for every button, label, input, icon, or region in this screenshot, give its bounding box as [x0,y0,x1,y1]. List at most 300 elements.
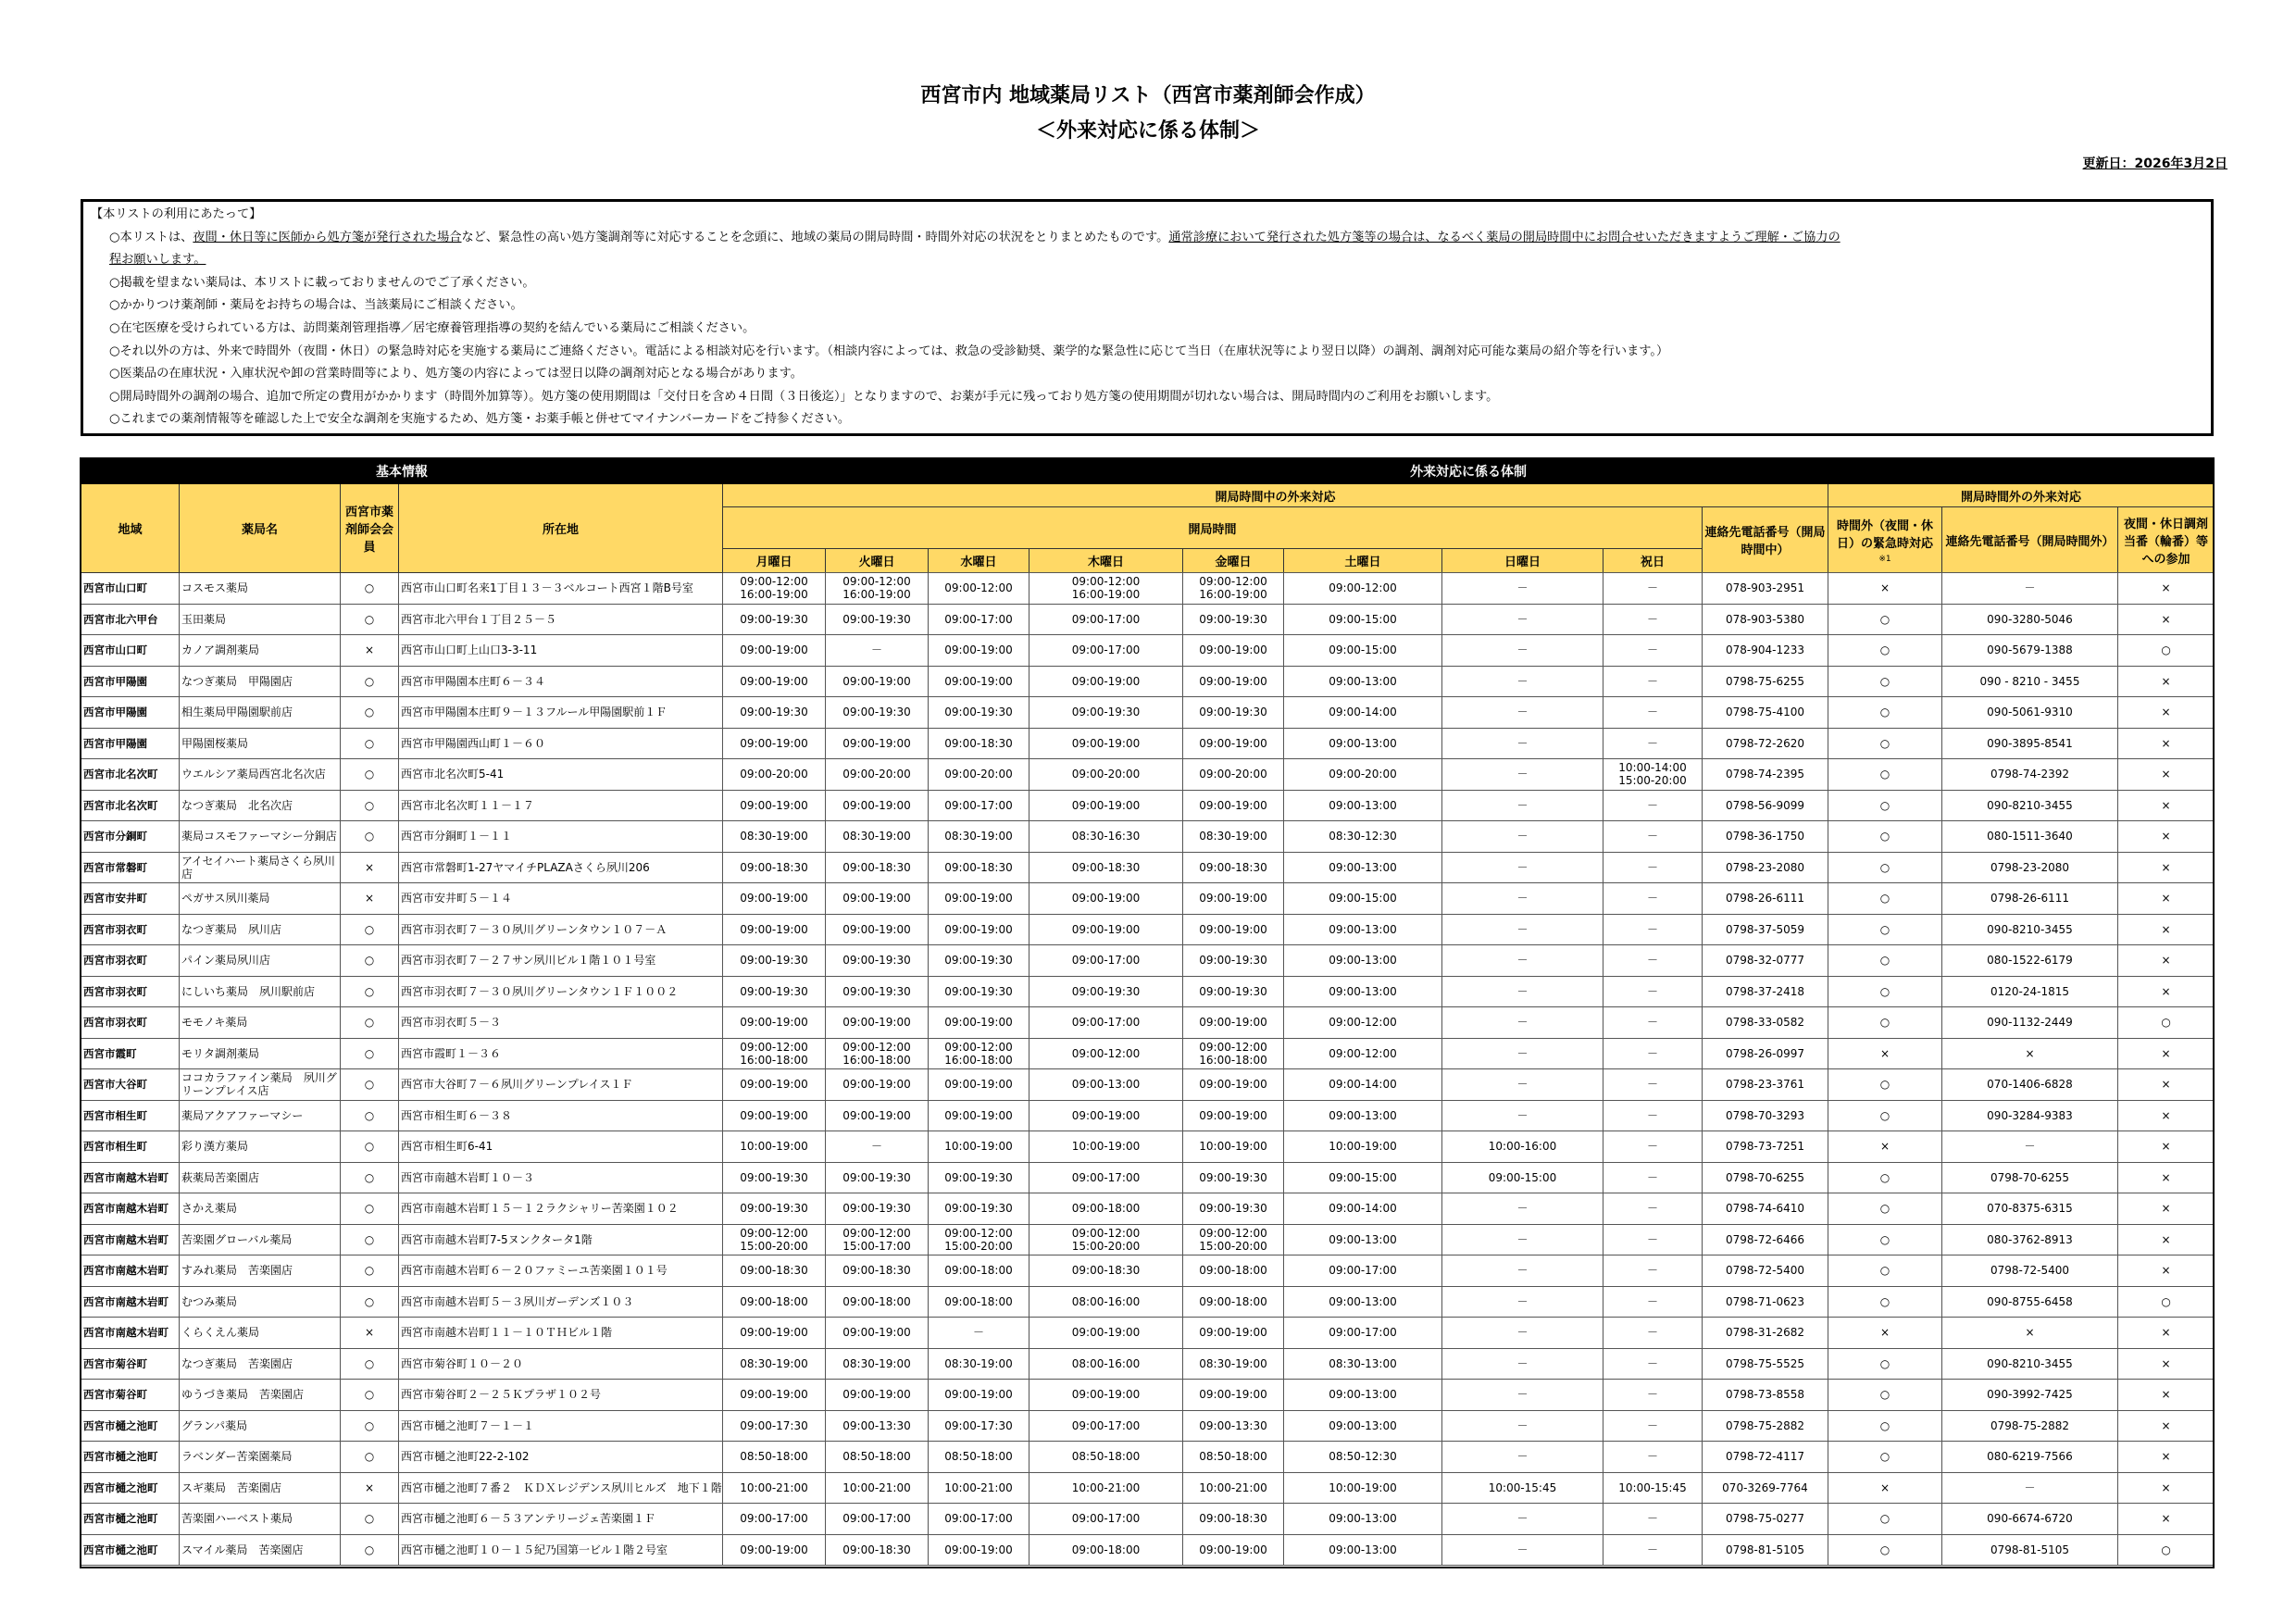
table-row [81,728,2215,759]
address-cell: 西宮市甲陽園西山町１－６０ [399,728,723,759]
holiday-hours: － [1603,1255,1703,1287]
mon-hours: 09:00-19:30 [723,976,826,1007]
notice-line-6: ○医薬品の在庫状況・入庫状況や卸の営業時間等により、処方箋の内容によっては翌日以降の調剤対応となる場合があります。 [109,367,803,381]
phone-in-cell: 0798-75-0277 [1703,1504,1828,1535]
fri-hours: 09:00-19:00 [1183,1534,1284,1566]
emergency-cell: ○ [1828,1380,1942,1411]
notice-line-1-cont [91,249,2203,272]
emergency-cell: ○ [1828,976,1942,1007]
table-row [81,1318,2215,1349]
phone-in-cell: 0798-75-5525 [1703,1348,1828,1380]
thu-hours: 09:00-19:00 [1029,883,1183,915]
col-emergency [1828,507,1942,573]
name-cell: 苦楽園グローバル薬局 [180,1224,341,1255]
emergency-cell: × [1828,1472,1942,1504]
notice-line-1 [91,227,2203,250]
phone-in-cell: 0798-37-2418 [1703,976,1828,1007]
sat-hours: 09:00-13:00 [1284,914,1442,945]
mon-hours: 10:00-19:00 [723,1131,826,1163]
area-cell: 西宮市北六甲台 [81,604,180,635]
usage-notice [81,199,2214,436]
sun-hours: － [1442,821,1603,853]
thu-hours: 10:00-19:00 [1029,1131,1183,1163]
member-cell: ○ [341,1286,399,1318]
phone-in-cell: 0798-75-2882 [1703,1410,1828,1442]
phone-in-cell: 0798-81-5105 [1703,1534,1828,1566]
fri-hours: 09:00-19:30 [1183,976,1284,1007]
sun-hours: － [1442,1286,1603,1318]
col-member: 西宮市薬剤師会会員 [341,484,399,573]
tue-hours: － [826,635,929,667]
holiday-hours: － [1603,697,1703,729]
member-cell: ○ [341,976,399,1007]
thu-hours: 09:00-12:00 16:00-19:00 [1029,573,1183,605]
phone-in-cell: 0798-72-2620 [1703,728,1828,759]
tue-hours: 09:00-19:00 [826,1007,929,1039]
member-cell: ○ [341,1131,399,1163]
mon-hours: 08:30-19:00 [723,821,826,853]
member-cell: ○ [341,573,399,605]
holiday-hours: － [1603,945,1703,977]
wed-hours: 09:00-19:00 [929,666,1029,697]
phone-in-cell: 0798-75-4100 [1703,697,1828,729]
emergency-label: 時間外（夜間・休日）の緊急時対応 [1836,518,1933,551]
fri-hours: 09:00-19:30 [1183,1162,1284,1193]
emergency-cell: ○ [1828,852,1942,883]
emergency-cell: ○ [1828,1193,1942,1225]
thu-hours: 09:00-17:00 [1029,1007,1183,1039]
rotation-cell: ○ [2118,1286,2215,1318]
rotation-cell: × [2118,697,2215,729]
thu-hours: 09:00-17:00 [1029,1162,1183,1193]
tue-hours: 09:00-12:00 16:00-18:00 [826,1038,929,1069]
area-cell: 西宮市樋之池町 [81,1472,180,1504]
col-name: 薬局名 [180,484,341,573]
wed-hours: 09:00-19:00 [929,1534,1029,1566]
tue-hours: 09:00-19:30 [826,697,929,729]
sun-hours: 09:00-15:00 [1442,1162,1603,1193]
address-cell: 西宮市樋之池町１０－１５紀乃国第一ビル１階２号室 [399,1534,723,1566]
holiday-hours: － [1603,1038,1703,1069]
holiday-hours: － [1603,1534,1703,1566]
emergency-cell: ○ [1828,635,1942,667]
thu-hours: 08:50-18:00 [1029,1442,1183,1473]
thu-hours: 09:00-19:30 [1029,697,1183,729]
phone-in-cell: 0798-72-6466 [1703,1224,1828,1255]
holiday-hours: － [1603,790,1703,821]
emergency-cell: ○ [1828,1100,1942,1131]
member-cell: ○ [341,1380,399,1411]
address-cell: 西宮市菊谷町１０－２０ [399,1348,723,1380]
area-cell: 西宮市北名次町 [81,790,180,821]
sun-hours: － [1442,914,1603,945]
member-cell: ○ [341,759,399,791]
table-row [81,1255,2215,1287]
mon-hours: 09:00-12:00 15:00-20:00 [723,1224,826,1255]
area-cell: 西宮市樋之池町 [81,1504,180,1535]
emergency-cell: ○ [1828,790,1942,821]
holiday-hours: － [1603,1100,1703,1131]
tue-hours: 09:00-19:30 [826,976,929,1007]
sun-hours: 10:00-15:45 [1442,1472,1603,1504]
thu-hours: 10:00-21:00 [1029,1472,1183,1504]
sun-hours: 10:00-16:00 [1442,1131,1603,1163]
holiday-hours: － [1603,1131,1703,1163]
wed-hours: － [929,1318,1029,1349]
area-cell: 西宮市南越木岩町 [81,1318,180,1349]
holiday-hours: － [1603,976,1703,1007]
phone-out-cell: 090-1132-2449 [1942,1007,2118,1039]
area-cell: 西宮市甲陽園 [81,666,180,697]
rotation-cell: × [2118,976,2215,1007]
emergency-cell: × [1828,1318,1942,1349]
address-cell: 西宮市山口町上山口3-3-11 [399,635,723,667]
table-row [81,790,2215,821]
notice-line-8: ○これまでの薬剤情報等を確認した上で安全な調剤を実施するため、処方箋・お薬手帳と併せてマイナンバーカードをご持参ください。 [109,412,851,427]
sat-hours: 09:00-12:00 [1284,1007,1442,1039]
rotation-cell: × [2118,1318,2215,1349]
member-cell: ○ [341,821,399,853]
area-cell: 西宮市南越木岩町 [81,1224,180,1255]
holiday-hours: － [1603,1504,1703,1535]
fri-hours: 09:00-19:30 [1183,697,1284,729]
page-title: 西宮市内 地域薬局リスト（西宮市薬剤師会作成） [920,84,1376,107]
thu-hours: 09:00-17:00 [1029,1410,1183,1442]
member-cell: ○ [341,728,399,759]
sat-hours: 09:00-13:00 [1284,1286,1442,1318]
rotation-cell: × [2118,914,2215,945]
fri-hours: 08:50-18:00 [1183,1442,1284,1473]
phone-in-cell: 0798-26-0997 [1703,1038,1828,1069]
rotation-cell: × [2118,1380,2215,1411]
table-row [81,1504,2215,1535]
member-cell: × [341,1318,399,1349]
fri-hours: 10:00-21:00 [1183,1472,1284,1504]
tue-hours: 09:00-19:00 [826,790,929,821]
address-cell: 西宮市相生町6-41 [399,1131,723,1163]
fri-hours: 09:00-19:00 [1183,1318,1284,1349]
phone-out-cell: 090-3284-9383 [1942,1100,2118,1131]
name-cell: むつみ薬局 [180,1286,341,1318]
sat-hours: 09:00-12:00 [1284,1038,1442,1069]
table-row [81,635,2215,667]
rotation-cell: × [2118,604,2215,635]
notice-heading: 【本リストの利用にあたって】 [91,207,262,221]
emergency-cell: ○ [1828,1007,1942,1039]
name-cell: なつぎ薬局 夙川店 [180,914,341,945]
thu-hours: 09:00-19:00 [1029,1100,1183,1131]
mon-hours: 09:00-20:00 [723,759,826,791]
sat-hours: 09:00-13:00 [1284,790,1442,821]
tue-hours: 09:00-19:30 [826,1162,929,1193]
area-cell: 西宮市相生町 [81,1100,180,1131]
table-row [81,1193,2215,1225]
fri-hours: 09:00-12:00 15:00-20:00 [1183,1224,1284,1255]
address-cell: 西宮市大谷町７－６夙川グリーンプレイス１Ｆ [399,1069,723,1101]
phone-out-cell: 090-8755-6458 [1942,1286,2118,1318]
page-subtitle: ＜外来対応に係る体制＞ [1035,119,1260,143]
table-row [81,852,2215,883]
address-cell: 西宮市南越木岩町7-5ヌンクタータ1階 [399,1224,723,1255]
sat-hours: 09:00-17:00 [1284,1255,1442,1287]
phone-in-cell: 0798-23-2080 [1703,852,1828,883]
table-row [81,1534,2215,1566]
thu-hours: 09:00-20:00 [1029,759,1183,791]
address-cell: 西宮市南越木岩町１１－１０ＴＨビル１階 [399,1318,723,1349]
phone-out-cell: 080-3762-8913 [1942,1224,2118,1255]
table-row [81,1442,2215,1473]
name-cell: モモノキ薬局 [180,1007,341,1039]
rotation-cell: × [2118,573,2215,605]
mon-hours: 09:00-19:30 [723,945,826,977]
sun-hours: － [1442,976,1603,1007]
wed-hours: 09:00-19:00 [929,1380,1029,1411]
fri-hours: 09:00-18:30 [1183,852,1284,883]
tue-hours: 09:00-18:30 [826,1255,929,1287]
holiday-hours: － [1603,1069,1703,1101]
tue-hours: 09:00-13:30 [826,1410,929,1442]
wed-hours: 10:00-19:00 [929,1131,1029,1163]
notice-line-7: ○開局時間外の調剤の場合、追加で所定の費用がかかります（時間外加算等）。処方箋の使用期間は「交付日を含め４日間（３日後迄）」となりますので、お薬が手元に残っており処方箋の使用期間が切れない場合は、開局時間内のご利用をお願いします。 [109,389,1499,404]
phone-out-cell: 090-8210-3455 [1942,1348,2118,1380]
member-cell: ○ [341,790,399,821]
area-cell: 西宮市北名次町 [81,759,180,791]
phone-out-cell: 090 - 8210 - 3455 [1942,666,2118,697]
name-cell: すみれ薬局 苦楽園店 [180,1255,341,1287]
table-row [81,1410,2215,1442]
rotation-cell: × [2118,1504,2215,1535]
tue-hours: 10:00-21:00 [826,1472,929,1504]
wed-hours: 09:00-19:00 [929,1007,1029,1039]
tue-hours: 08:30-19:00 [826,821,929,853]
fri-hours: 09:00-20:00 [1183,759,1284,791]
phone-out-cell: 0798-72-5400 [1942,1255,2118,1287]
name-cell: さかえ薬局 [180,1193,341,1225]
rotation-cell: × [2118,1410,2215,1442]
sun-hours: － [1442,1348,1603,1380]
mon-hours: 08:30-19:00 [723,1348,826,1380]
holiday-hours: － [1603,914,1703,945]
address-cell: 西宮市北六甲台１丁目２５－５ [399,604,723,635]
pharmacy-table [81,458,2215,1566]
table-row [81,697,2215,729]
name-cell: 薬局コスモファーマシー分銅店 [180,821,341,853]
rotation-cell: × [2118,1442,2215,1473]
area-cell: 西宮市山口町 [81,635,180,667]
phone-in-cell: 078-904-1233 [1703,635,1828,667]
holiday-hours: － [1603,1410,1703,1442]
table-row [81,945,2215,977]
rotation-cell: × [2118,821,2215,853]
sat-hours: 09:00-15:00 [1284,604,1442,635]
emergency-cell: × [1828,1038,1942,1069]
wed-hours: 09:00-12:00 [929,573,1029,605]
sun-hours: － [1442,883,1603,915]
tue-hours: 09:00-19:00 [826,728,929,759]
name-cell: 彩り漢方薬局 [180,1131,341,1163]
thu-hours: 09:00-13:00 [1029,1069,1183,1101]
rotation-cell: × [2118,1162,2215,1193]
table-row [81,976,2215,1007]
fri-hours: 09:00-18:00 [1183,1286,1284,1318]
holiday-hours: 10:00-15:45 [1603,1472,1703,1504]
sat-hours: 09:00-13:00 [1284,1224,1442,1255]
name-cell: ラベンダー苦楽園薬局 [180,1442,341,1473]
sat-hours: 08:50-12:30 [1284,1442,1442,1473]
sat-hours: 09:00-13:00 [1284,1534,1442,1566]
phone-out-cell: 090-6674-6720 [1942,1504,2118,1535]
sun-hours: － [1442,666,1603,697]
tue-hours: 09:00-19:30 [826,604,929,635]
tue-hours: 09:00-12:00 15:00-17:00 [826,1224,929,1255]
fri-hours: 09:00-19:30 [1183,945,1284,977]
sat-hours: 09:00-15:00 [1284,1162,1442,1193]
wed-hours: 09:00-18:00 [929,1255,1029,1287]
wed-hours: 09:00-19:30 [929,945,1029,977]
fri-hours: 09:00-19:00 [1183,1069,1284,1101]
member-cell: ○ [341,1100,399,1131]
sun-hours: － [1442,1534,1603,1566]
table-row [81,1007,2215,1039]
phone-out-cell: 080-1522-6179 [1942,945,2118,977]
phone-in-cell: 0798-72-4117 [1703,1442,1828,1473]
thu-hours: 09:00-18:30 [1029,1255,1183,1287]
member-cell: ○ [341,604,399,635]
table-row [81,1038,2215,1069]
member-cell: ○ [341,914,399,945]
updated-date: 更新日：2026年3月2日 [2082,156,2227,171]
emergency-cell: ○ [1828,697,1942,729]
address-cell: 西宮市甲陽園本庄町６－３４ [399,666,723,697]
phone-out-cell: － [1942,1472,2118,1504]
holiday-hours: － [1603,852,1703,883]
sat-hours: 09:00-13:00 [1284,1100,1442,1131]
member-cell: ○ [341,1255,399,1287]
member-cell: ○ [341,1410,399,1442]
thu-hours: 09:00-18:30 [1029,852,1183,883]
rotation-cell: × [2118,1193,2215,1225]
fri-hours: 09:00-18:30 [1183,1504,1284,1535]
notice-line-4: ○在宅医療を受けられている方は、訪問薬剤管理指導／居宅療養管理指導の契約を結んでいる薬局にご相談ください。 [109,320,755,335]
notice-underlined-text: 夜間・休日等に医師から処方箋が発行された場合 [193,230,462,244]
tue-hours: 09:00-19:30 [826,1193,929,1225]
sun-hours: － [1442,635,1603,667]
address-cell: 西宮市菊谷町２－２５Ｋプラザ１０２号 [399,1380,723,1411]
tue-hours: 09:00-19:00 [826,914,929,945]
table-row [81,759,2215,791]
header-outside-hours: 開局時間外の外来対応 [1828,484,2215,507]
phone-out-cell: 090-8210-3455 [1942,914,2118,945]
rotation-cell: × [2118,790,2215,821]
phone-out-cell: 090-3280-5046 [1942,604,2118,635]
tue-hours: 09:00-19:00 [826,1318,929,1349]
rotation-cell: × [2118,945,2215,977]
address-cell: 西宮市羽衣町７－２７サン夙川ビル１階１０１号室 [399,945,723,977]
fri-hours: 09:00-19:30 [1183,604,1284,635]
sat-hours: 09:00-13:00 [1284,852,1442,883]
holiday-hours: 10:00-14:00 15:00-20:00 [1603,759,1703,791]
fri-hours: 09:00-19:30 [1183,1193,1284,1225]
phone-in-cell: 0798-70-3293 [1703,1100,1828,1131]
tue-hours: 09:00-12:00 16:00-19:00 [826,573,929,605]
phone-in-cell: 0798-37-5059 [1703,914,1828,945]
thu-hours: 09:00-19:00 [1029,790,1183,821]
table-row [81,1131,2215,1163]
sat-hours: 09:00-13:00 [1284,945,1442,977]
name-cell: 薬局アクアファーマシー [180,1100,341,1131]
thu-hours: 09:00-19:00 [1029,914,1183,945]
table-row [81,1100,2215,1131]
wed-hours: 09:00-12:00 16:00-18:00 [929,1038,1029,1069]
phone-in-cell: 0798-75-6255 [1703,666,1828,697]
address-cell: 西宮市霞町１－３６ [399,1038,723,1069]
thu-hours: 09:00-19:30 [1029,976,1183,1007]
wed-hours: 10:00-21:00 [929,1472,1029,1504]
name-cell: アイセイハート薬局さくら夙川店 [180,852,341,883]
area-cell: 西宮市山口町 [81,573,180,605]
col-sun: 日曜日 [1442,549,1603,573]
wed-hours: 09:00-19:30 [929,1162,1029,1193]
notice-line-2: ○掲載を望まない薬局は、本リストに載っておりませんのでご了承ください。 [109,275,535,290]
col-tue: 火曜日 [826,549,929,573]
fri-hours: 09:00-13:30 [1183,1410,1284,1442]
phone-out-cell: 0120-24-1815 [1942,976,2118,1007]
mon-hours: 09:00-18:30 [723,1255,826,1287]
phone-in-cell: 0798-56-9099 [1703,790,1828,821]
table-row [81,914,2215,945]
sun-hours: － [1442,1038,1603,1069]
name-cell: スマイル薬局 苦楽園店 [180,1534,341,1566]
area-cell: 西宮市菊谷町 [81,1348,180,1380]
wed-hours: 09:00-20:00 [929,759,1029,791]
address-cell: 西宮市樋之池町22-2-102 [399,1442,723,1473]
fri-hours: 09:00-19:00 [1183,1100,1284,1131]
notice-text: など、緊急性の高い処方箋調剤等に対応することを念頭に、地域の薬局の開局時間・時間外対応の状況をとりまとめたものです。 [461,230,1169,244]
member-cell: ○ [341,1038,399,1069]
fri-hours: 10:00-19:00 [1183,1131,1284,1163]
address-cell: 西宮市南越木岩町５－３夙川ガーデンズ１０３ [399,1286,723,1318]
phone-out-cell: 0798-70-6255 [1942,1162,2118,1193]
col-mon: 月曜日 [723,549,826,573]
phone-in-cell: 070-3269-7764 [1703,1472,1828,1504]
emergency-cell: ○ [1828,1504,1942,1535]
phone-out-cell: 0798-75-2882 [1942,1410,2118,1442]
thu-hours: 09:00-19:00 [1029,666,1183,697]
address-cell: 西宮市北名次町5-41 [399,759,723,791]
emergency-cell: ○ [1828,1069,1942,1101]
emergency-note: ※1 [1878,554,1891,564]
tue-hours: 09:00-19:00 [826,1100,929,1131]
fri-hours: 09:00-19:00 [1183,1007,1284,1039]
holiday-hours: － [1603,1193,1703,1225]
phone-out-cell: × [1942,1318,2118,1349]
sun-hours: － [1442,759,1603,791]
phone-out-cell: 0798-23-2080 [1942,852,2118,883]
sat-hours: 09:00-13:00 [1284,728,1442,759]
phone-in-cell: 078-903-2951 [1703,573,1828,605]
mon-hours: 09:00-19:00 [723,790,826,821]
mon-hours: 09:00-19:30 [723,604,826,635]
phone-out-cell: 090-3992-7425 [1942,1380,2118,1411]
sun-hours: － [1442,1410,1603,1442]
thu-hours: 08:00-16:00 [1029,1348,1183,1380]
holiday-hours: － [1603,1224,1703,1255]
fri-hours: 08:30-19:00 [1183,1348,1284,1380]
holiday-hours: － [1603,1348,1703,1380]
rotation-cell: ○ [2118,635,2215,667]
wed-hours: 09:00-19:30 [929,1193,1029,1225]
address-cell: 西宮市樋之池町７番２ ＫＤＸレジデンス夙川ヒルズ 地下１階 [399,1472,723,1504]
